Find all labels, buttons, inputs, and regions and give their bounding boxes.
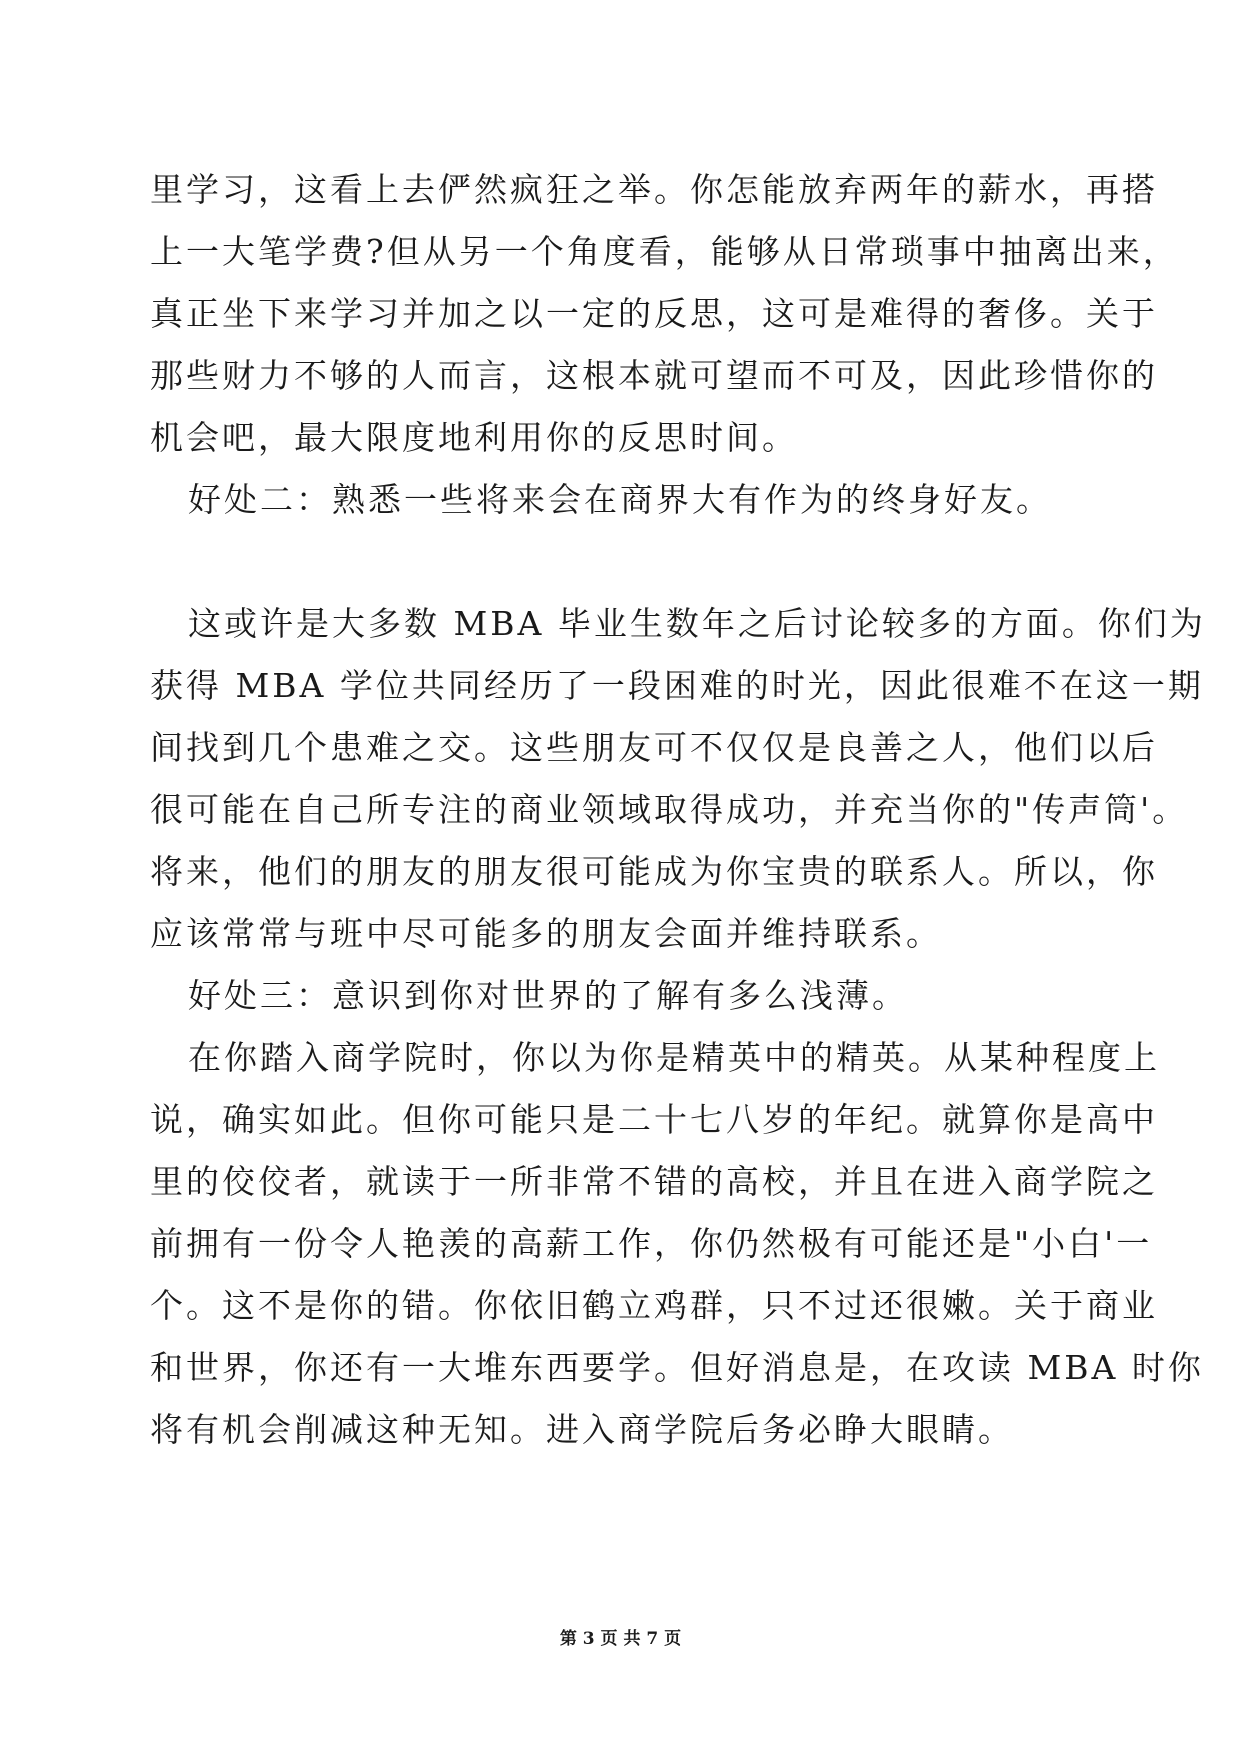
text-line: 那些财力不够的人而言，这根本就可望而不可及，因此珍惜你的 — [150, 356, 1158, 395]
text-line: 应该常常与班中尽可能多的朋友会面并维持联系。 — [150, 914, 942, 953]
section-heading: 好处二：熟悉一些将来会在商界大有作为的终身好友。 — [188, 480, 1052, 519]
text-line: 说，确实如此。但你可能只是二十七八岁的年纪。就算你是高中 — [150, 1100, 1158, 1139]
text-line: 很可能在自己所专注的商业领域取得成功，并充当你的"传声筒'。 — [150, 790, 1189, 829]
text-line: 将有机会削减这种无知。进入商学院后务必睁大眼睛。 — [150, 1410, 1014, 1449]
text-line: 这或许是大多数 MBA 毕业生数年之后讨论较多的方面。你们为 — [188, 604, 1206, 643]
text-line: 里的佼佼者，就读于一所非常不错的高校，并且在进入商学院之 — [150, 1162, 1158, 1201]
page-footer: 第 3 页 共 7 页 — [559, 1629, 682, 1649]
text-line: 个。这不是你的错。你依旧鹤立鸡群，只不过还很嫩。关于商业 — [150, 1286, 1158, 1325]
text-line: 间找到几个患难之交。这些朋友可不仅仅是良善之人，他们以后 — [150, 728, 1158, 767]
text-line: 机会吧，最大限度地利用你的反思时间。 — [150, 418, 798, 457]
text-line: 前拥有一份令人艳羡的高薪工作，你仍然极有可能还是"小白'一 — [150, 1224, 1153, 1263]
section-heading: 好处三：意识到你对世界的了解有多么浅薄。 — [188, 976, 908, 1015]
text-line: 里学习，这看上去俨然疯狂之举。你怎能放弃两年的薪水，再搭 — [150, 170, 1158, 209]
text-line: 真正坐下来学习并加之以一定的反思，这可是难得的奢侈。关于 — [150, 294, 1158, 333]
text-line: 将来，他们的朋友的朋友很可能成为你宝贵的联系人。所以，你 — [150, 852, 1158, 891]
text-line: 上一大笔学费?但从另一个角度看，能够从日常琐事中抽离出来， — [150, 232, 1179, 271]
text-line: 获得 MBA 学位共同经历了一段困难的时光，因此很难不在这一期 — [150, 666, 1204, 705]
text-line: 在你踏入商学院时，你以为你是精英中的精英。从某种程度上 — [188, 1038, 1160, 1077]
text-line: 和世界，你还有一大堆东西要学。但好消息是，在攻读 MBA 时你 — [150, 1348, 1204, 1387]
